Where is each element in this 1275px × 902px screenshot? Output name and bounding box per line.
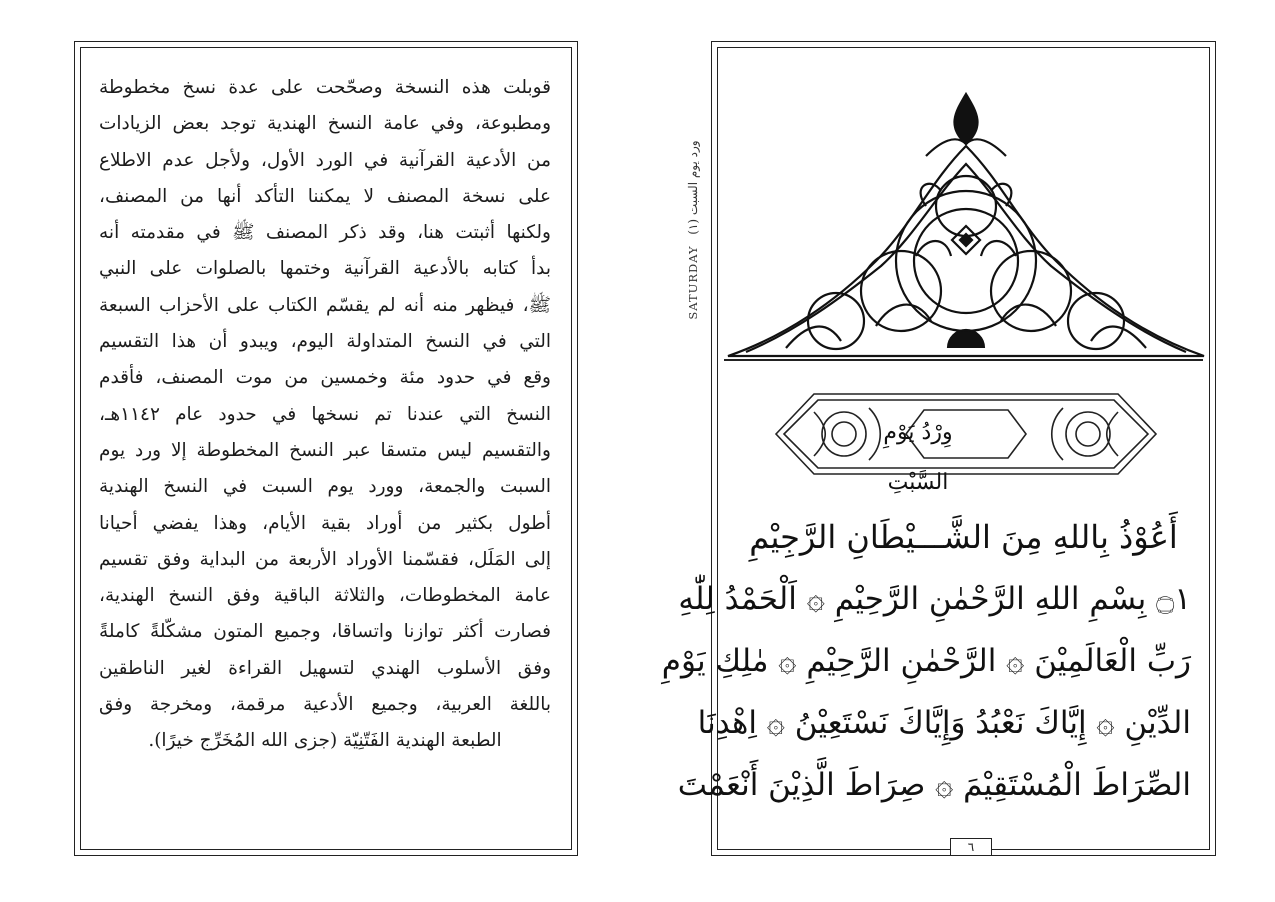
text-line: التي في النسخ المتداولة اليوم، ويبدو أن هذا التقسيم [99, 331, 551, 353]
text-line: والتقسيم ليس متسقا عبر النسخ المخطوطة إلا ورد يوم [99, 439, 551, 461]
text-line: باللغة العربية، وجميع الأدعية مرقمة، ومخرجة وفق [99, 694, 551, 716]
text-line: على نسخة المصنف لا يمكننا التأكد أنها من المصنف، [99, 185, 551, 207]
text-line: عامة المخطوطات، والثلاثة الباقية وفق النسخ الهندية، [99, 585, 551, 607]
running-header-english: SATURDAY [686, 245, 700, 320]
text-line: بدأ كتابه بالأدعية القرآنية وختمها بالصلوات على النبي [99, 258, 551, 280]
left-page-inner-border [80, 47, 572, 850]
quran-text [661, 506, 1191, 816]
text-line: وقع في حدود مئة وخمسين من موت المصنف، فأقدم [99, 367, 551, 389]
quran-line: ۝١ بِسْمِ اللهِ الرَّحْمٰنِ الرَّحِيْمِ ۞ اَلْحَمْدُ لِلّٰهِ [678, 581, 1191, 617]
text-line: إلى المَلَل، فقسّمنا الأوراد الأربعة من البداية وفق تقسيم [99, 548, 551, 570]
text-line: قوبلت هذه النسخة وصحّحت على عدة نسخ مخطوطة [99, 77, 551, 98]
quran-line: الصِّرَاطَ الْمُسْتَقِيْمَ ۞ صِرَاطَ الَّذِيْنَ أَنْعَمْتَ [677, 767, 1191, 803]
divider-line [724, 359, 1203, 361]
cartouche-title: وِرْدُ يَوْمِ السَّبْتِ [883, 420, 953, 495]
text-line: من الأدعية القرآنية في الورد الأول، ولأجل عدم الاطلاع [99, 149, 551, 171]
floral-arabesque-ornament-icon [726, 86, 1206, 358]
text-line: أطول بكثير من أوراد بقية الأيام، وهذا يفضي أحيانا [99, 512, 551, 534]
text-line: فصارت أكثر توازنا واتساقا، وجميع المتون مشكّلةً كاملةً [99, 621, 551, 643]
text-line: ﷺ، فيظهر منه أنه لم يقسّم الكتاب على الأحزاب السبعة [99, 294, 551, 316]
page-number: ٦ [950, 838, 992, 856]
text-line: السبت والجمعة، وورد يوم السبت في النسخ الهندية [99, 476, 551, 498]
quran-line: رَبِّ الْعَالَمِيْنَ ۞ الرَّحْمٰنِ الرَّحِيْمِ ۞ مٰلِكِ يَوْمِ [661, 643, 1191, 679]
text-line: ولكنها أثبتت هنا، وقد ذكر المصنف ﷺ في مقدمته أنه [99, 222, 551, 244]
quran-line: أَعُوْذُ بِاللهِ مِنَ الشَّـــيْطَانِ الرَّجِيْمِ [749, 518, 1178, 556]
left-page-frame [74, 41, 578, 856]
left-page-text [99, 70, 551, 760]
text-line: النسخ التي عندنا تم نسخها في حدود عام ١١٤٢هـ، [99, 403, 551, 425]
running-header [686, 100, 706, 360]
running-header-arabic: ورد يوم السبت (١) [686, 140, 700, 235]
text-line: الطبعة الهندية الفَتّنِيّة (جزى الله المُخَرِّج خيرًا). [148, 730, 502, 752]
text-line: وفق الأسلوب الهندي لتسهيل القراءة لغير الناطقين [99, 657, 551, 679]
quran-line: الدِّيْنِ ۞ إِيَّاكَ نَعْبُدُ وَإِيَّاكَ نَسْتَعِيْنُ ۞ اِهْدِنَا [697, 705, 1191, 741]
text-line: ومطبوعة، وفي عامة النسخ الهندية توجد بعض الزيادات [99, 113, 551, 135]
